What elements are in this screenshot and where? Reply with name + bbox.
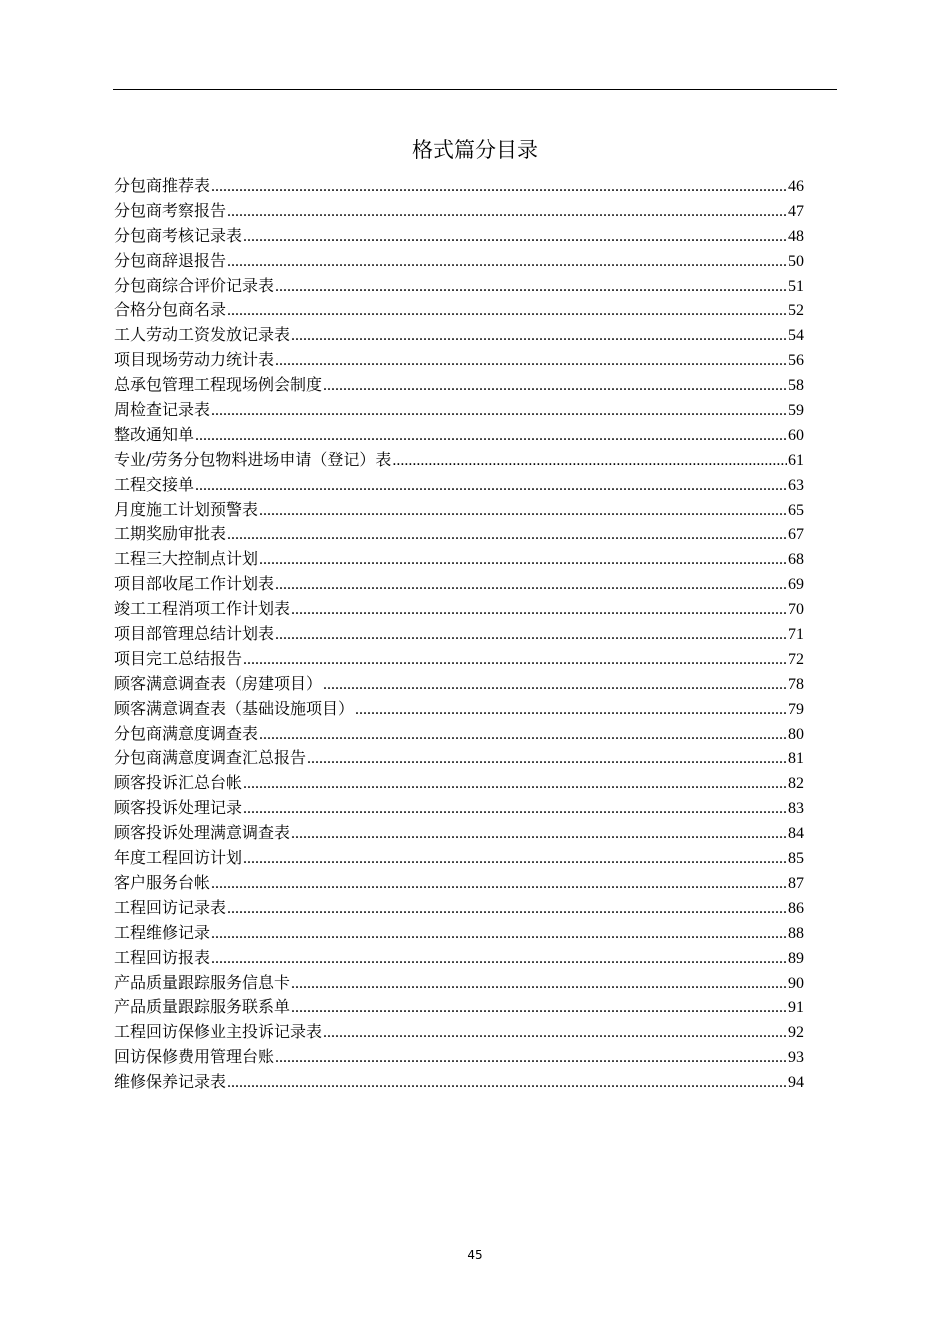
toc-entry-label: 回访保修费用管理台账 xyxy=(114,1047,275,1067)
toc-entry-label: 客户服务台帐 xyxy=(114,872,211,892)
toc-entry-label: 维修保养记录表 xyxy=(114,1072,227,1092)
toc-entry[interactable] xyxy=(114,298,804,323)
toc-entry-label: 工程三大控制点计划 xyxy=(114,549,259,569)
toc-entry[interactable] xyxy=(114,572,804,597)
toc-entry-page: 81 xyxy=(788,750,804,768)
toc-entry-page: 80 xyxy=(788,725,804,743)
page-title: 格式篇分目录 xyxy=(412,138,538,162)
toc-entry-label: 项目完工总结报告 xyxy=(114,648,243,668)
toc-entry[interactable] xyxy=(114,323,804,348)
toc-leader-dots xyxy=(291,324,787,348)
toc-entry[interactable] xyxy=(114,722,804,747)
toc-entry[interactable] xyxy=(114,224,804,249)
toc-entry-label: 工程维修记录 xyxy=(114,922,211,942)
toc-entry[interactable] xyxy=(114,597,804,622)
toc-leader-dots xyxy=(323,374,787,398)
toc-leader-dots xyxy=(355,698,787,722)
toc-entry-label: 产品质量跟踪服务联系单 xyxy=(114,997,291,1017)
toc-entry[interactable] xyxy=(114,373,804,398)
toc-leader-dots xyxy=(275,1046,787,1070)
toc-entry-page: 67 xyxy=(788,526,804,544)
toc-entry-label: 工人劳动工资发放记录表 xyxy=(114,325,291,345)
toc-entry[interactable] xyxy=(114,274,804,299)
toc-entry[interactable] xyxy=(114,1020,804,1045)
toc-entry-page: 61 xyxy=(788,451,804,469)
toc-entry-page: 52 xyxy=(788,302,804,320)
toc-entry-page: 56 xyxy=(788,352,804,370)
toc-leader-dots xyxy=(243,847,787,871)
toc-entry-label: 分包商辞退报告 xyxy=(114,250,227,270)
toc-leader-dots xyxy=(195,474,787,498)
toc-entry[interactable] xyxy=(114,647,804,672)
toc-leader-dots xyxy=(275,275,787,299)
toc-entry[interactable] xyxy=(114,622,804,647)
toc-entry-page: 88 xyxy=(788,924,804,942)
toc-entry-label: 工程回访报表 xyxy=(114,947,211,967)
toc-entry-page: 91 xyxy=(788,999,804,1017)
toc-entry[interactable] xyxy=(114,498,804,523)
toc-leader-dots xyxy=(291,598,787,622)
toc-entry-label: 工程交接单 xyxy=(114,474,195,494)
toc-entry-label: 顾客满意调查表（基础设施项目） xyxy=(114,698,355,718)
toc-entry-page: 86 xyxy=(788,899,804,917)
toc-leader-dots xyxy=(211,399,787,423)
toc-leader-dots xyxy=(243,797,787,821)
toc-entry-label: 分包商推荐表 xyxy=(114,176,211,195)
toc-entry[interactable] xyxy=(114,921,804,946)
toc-entry-label: 顾客满意调查表（房建项目） xyxy=(114,673,323,693)
toc-entry[interactable] xyxy=(114,995,804,1020)
toc-leader-dots xyxy=(211,872,787,896)
toc-entry-label: 分包商综合评价记录表 xyxy=(114,275,275,295)
toc-entry-label: 项目现场劳动力统计表 xyxy=(114,350,275,370)
toc-entry-page: 72 xyxy=(788,650,804,668)
toc-entry-page: 82 xyxy=(788,775,804,793)
toc-entry-label: 工期奖励审批表 xyxy=(114,524,227,544)
toc-entry-label: 项目部收尾工作计划表 xyxy=(114,574,275,594)
toc-entry[interactable] xyxy=(114,348,804,373)
toc-leader-dots xyxy=(291,822,787,846)
toc-leader-dots xyxy=(275,349,787,373)
toc-entry[interactable] xyxy=(114,896,804,921)
toc-entry-page: 87 xyxy=(788,874,804,892)
toc-leader-dots xyxy=(243,772,787,796)
toc-entry-label: 分包商考察报告 xyxy=(114,200,227,220)
toc-leader-dots xyxy=(259,723,787,747)
toc-leader-dots xyxy=(307,747,787,771)
toc-leader-dots xyxy=(275,573,787,597)
header-rule xyxy=(113,89,837,90)
toc-entry-page: 47 xyxy=(788,202,804,220)
toc-entry-page: 69 xyxy=(788,576,804,594)
toc-entry-page: 70 xyxy=(788,601,804,619)
toc-leader-dots xyxy=(211,947,787,971)
toc-leader-dots xyxy=(275,623,787,647)
toc-entry[interactable] xyxy=(114,821,804,846)
toc-entry-label: 产品质量跟踪服务信息卡 xyxy=(114,972,291,992)
toc-entry[interactable] xyxy=(114,423,804,448)
toc-entry-page: 94 xyxy=(788,1074,804,1092)
toc-entry[interactable] xyxy=(114,672,804,697)
toc-leader-dots xyxy=(227,897,787,921)
toc-entry-page: 89 xyxy=(788,949,804,967)
toc-entry-page: 58 xyxy=(788,377,804,395)
toc-leader-dots xyxy=(227,200,787,224)
toc-entry-page: 78 xyxy=(788,675,804,693)
toc-entry-page: 63 xyxy=(788,476,804,494)
toc-leader-dots xyxy=(211,922,787,946)
toc-entry-page: 85 xyxy=(788,850,804,868)
toc-entry-page: 90 xyxy=(788,974,804,992)
toc-entry-label: 总承包管理工程现场例会制度 xyxy=(114,375,323,395)
toc-entry[interactable] xyxy=(114,448,804,473)
toc-leader-dots xyxy=(259,548,787,572)
toc-entry[interactable] xyxy=(114,971,804,996)
toc-leader-dots xyxy=(227,523,787,547)
toc-leader-dots xyxy=(243,648,787,672)
toc-entry[interactable] xyxy=(114,746,804,771)
toc-entry[interactable] xyxy=(114,1045,804,1070)
toc-leader-dots xyxy=(211,175,787,199)
toc-entry-page: 50 xyxy=(788,252,804,270)
toc-entry[interactable] xyxy=(114,522,804,547)
toc-entry[interactable] xyxy=(114,199,804,224)
toc-entry-label: 分包商满意度调查汇总报告 xyxy=(114,748,307,768)
toc-entry-label: 工程回访记录表 xyxy=(114,897,227,917)
table-of-contents xyxy=(114,174,804,1095)
toc-entry-label: 年度工程回访计划 xyxy=(114,848,243,868)
toc-entry-page: 54 xyxy=(788,327,804,345)
toc-leader-dots xyxy=(323,1021,787,1045)
toc-entry-label: 顾客投诉处理满意调查表 xyxy=(114,823,291,843)
toc-entry-label: 顾客投诉汇总台帐 xyxy=(114,773,243,793)
toc-entry[interactable] xyxy=(114,946,804,971)
toc-entry-page: 93 xyxy=(788,1049,804,1067)
toc-entry-label: 顾客投诉处理记录 xyxy=(114,798,243,818)
toc-leader-dots xyxy=(227,250,787,274)
toc-leader-dots xyxy=(227,1071,787,1095)
toc-entry-page: 79 xyxy=(788,700,804,718)
toc-entry[interactable] xyxy=(114,473,804,498)
toc-entry-label: 分包商满意度调查表 xyxy=(114,723,259,743)
toc-entry-page: 48 xyxy=(788,227,804,245)
toc-entry-page: 68 xyxy=(788,551,804,569)
toc-leader-dots xyxy=(259,499,787,523)
toc-entry[interactable] xyxy=(114,1070,804,1095)
toc-entry[interactable] xyxy=(114,697,804,722)
toc-entry-label: 工程回访保修业主投诉记录表 xyxy=(114,1022,323,1042)
toc-entry-page: 71 xyxy=(788,626,804,644)
toc-entry-label: 项目部管理总结计划表 xyxy=(114,624,275,644)
toc-entry[interactable] xyxy=(114,846,804,871)
toc-leader-dots xyxy=(291,972,787,996)
toc-entry-page: 84 xyxy=(788,825,804,843)
toc-entry-label: 整改通知单 xyxy=(114,424,195,444)
toc-leader-dots xyxy=(227,299,787,323)
toc-entry-page: 92 xyxy=(788,1024,804,1042)
toc-entry-page: 60 xyxy=(788,426,804,444)
toc-entry[interactable] xyxy=(114,249,804,274)
toc-entry[interactable] xyxy=(114,174,804,199)
toc-entry-label: 竣工工程消项工作计划表 xyxy=(114,599,291,619)
toc-entry-page: 51 xyxy=(788,277,804,295)
toc-leader-dots xyxy=(392,449,787,473)
toc-entry[interactable] xyxy=(114,398,804,423)
page-number: 45 xyxy=(467,1248,483,1262)
toc-entry[interactable] xyxy=(114,871,804,896)
toc-entry[interactable] xyxy=(114,796,804,821)
toc-entry[interactable] xyxy=(114,547,804,572)
toc-entry-page: 59 xyxy=(788,402,804,420)
toc-entry-label: 周检查记录表 xyxy=(114,400,211,420)
toc-leader-dots xyxy=(243,225,787,249)
toc-entry[interactable] xyxy=(114,771,804,796)
toc-leader-dots xyxy=(195,424,787,448)
toc-entry-page: 65 xyxy=(788,501,804,519)
toc-entry-page: 83 xyxy=(788,800,804,818)
toc-entry-label: 月度施工计划预警表 xyxy=(114,499,259,519)
toc-entry-label: 分包商考核记录表 xyxy=(114,225,243,245)
toc-leader-dots xyxy=(323,673,787,697)
toc-leader-dots xyxy=(291,996,787,1020)
toc-entry-label: 合格分包商名录 xyxy=(114,300,227,320)
toc-entry-label: 专业/劳务分包物料进场申请（登记）表 xyxy=(114,449,392,469)
toc-entry-page: 46 xyxy=(788,178,804,195)
